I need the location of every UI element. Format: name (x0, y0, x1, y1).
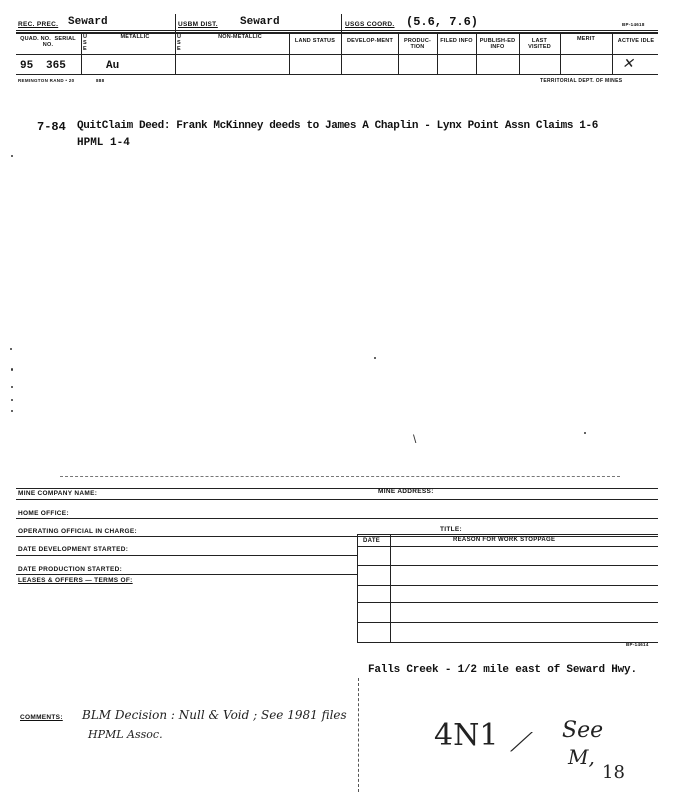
handwritten-arrow-mark: ⟋ (510, 728, 529, 758)
col-serial-no: SERIAL NO. (42, 36, 76, 48)
col-active-idle: ACTIVE IDLE (617, 38, 655, 44)
usbm-dist-value: Seward (240, 16, 280, 28)
usgs-coord-value: (5.6, 7.6) (406, 15, 479, 29)
scan-mark: \ (413, 432, 417, 446)
comments-handwritten-line-1: BLM Decision : Null & Void ; See 1981 files (82, 708, 347, 722)
col-use-1: U S E (83, 34, 88, 52)
col-quad-serial (16, 36, 80, 48)
mine-company-name-label: MINE COMPANY NAME: (18, 490, 98, 497)
usbm-dist-label: USBM DIST. (178, 21, 218, 28)
home-office-label: HOME OFFICE: (18, 510, 69, 517)
row-serial-no: 365 (46, 60, 66, 72)
active-idle-mark: ✕ (622, 56, 634, 72)
col-development: DEVELOP-MENT (346, 38, 394, 44)
col-last-visited: LAST VISITED (528, 38, 551, 50)
comments-handwritten-line-2: HPML Assoc. (88, 728, 163, 741)
entry-line-2: HPML 1-4 (77, 137, 130, 149)
col-production: PRODUC-TION (403, 38, 432, 50)
col-merit: MERIT (576, 36, 596, 42)
title-label: TITLE: (440, 526, 463, 533)
stoppage-date-header: DATE (363, 538, 381, 544)
handwritten-right-3: M, (568, 745, 595, 769)
col-use-2: U S E (177, 34, 182, 52)
form-number-bottom: BP-14614 (626, 642, 649, 647)
date-production-started-label: DATE PRODUCTION STARTED: (18, 566, 123, 573)
leases-offers-label: LEASES & OFFERS — TERMS OF: (18, 577, 133, 584)
col-land-status: LAND STATUS (294, 38, 336, 44)
usgs-coord-label: USGS COORD. (345, 21, 395, 28)
col-published-info: PUBLISH-ED INFO (479, 38, 516, 50)
handwritten-right-2: See (562, 718, 604, 743)
col-non-metallic: NON-METALLIC (218, 34, 262, 40)
mine-address-label: MINE ADDRESS: (378, 488, 434, 495)
stoppage-reason-header: REASON FOR WORK STOPPAGE (453, 537, 556, 543)
row-quad-no: 95 (20, 60, 34, 72)
location-note: Falls Creek - 1/2 mile east of Seward Hwy. (368, 664, 637, 676)
col-filed-info: FILED INFO (440, 38, 473, 44)
footer-right: TERRITORIAL DEPT. OF MINES (540, 78, 623, 84)
footer-left: REMINGTON RAND • 20 (18, 78, 75, 83)
entry-date: 7-84 (37, 120, 66, 134)
col-metallic: METALLIC (120, 34, 150, 40)
footer-left-code: 888 (96, 78, 105, 83)
handwritten-right-1: 4N1 (434, 718, 499, 753)
handwritten-right-4: 18 (602, 762, 625, 783)
comments-label: COMMENTS: (20, 714, 63, 721)
operating-official-label: OPERATING OFFICIAL IN CHARGE: (18, 528, 137, 535)
form-number-top: BP-14618 (622, 22, 645, 27)
rec-prec-label: REC. PREC. (18, 21, 59, 28)
rec-prec-value: Seward (68, 16, 108, 28)
row-metallic: Au (106, 60, 120, 72)
entry-line-1: QuitClaim Deed: Frank McKinney deeds to James A Chaplin - Lynx Point Assn Claims 1-6 (77, 120, 598, 132)
date-development-started-label: DATE DEVELOPMENT STARTED: (18, 546, 129, 553)
col-quad-no: QUAD. NO. (20, 36, 51, 42)
